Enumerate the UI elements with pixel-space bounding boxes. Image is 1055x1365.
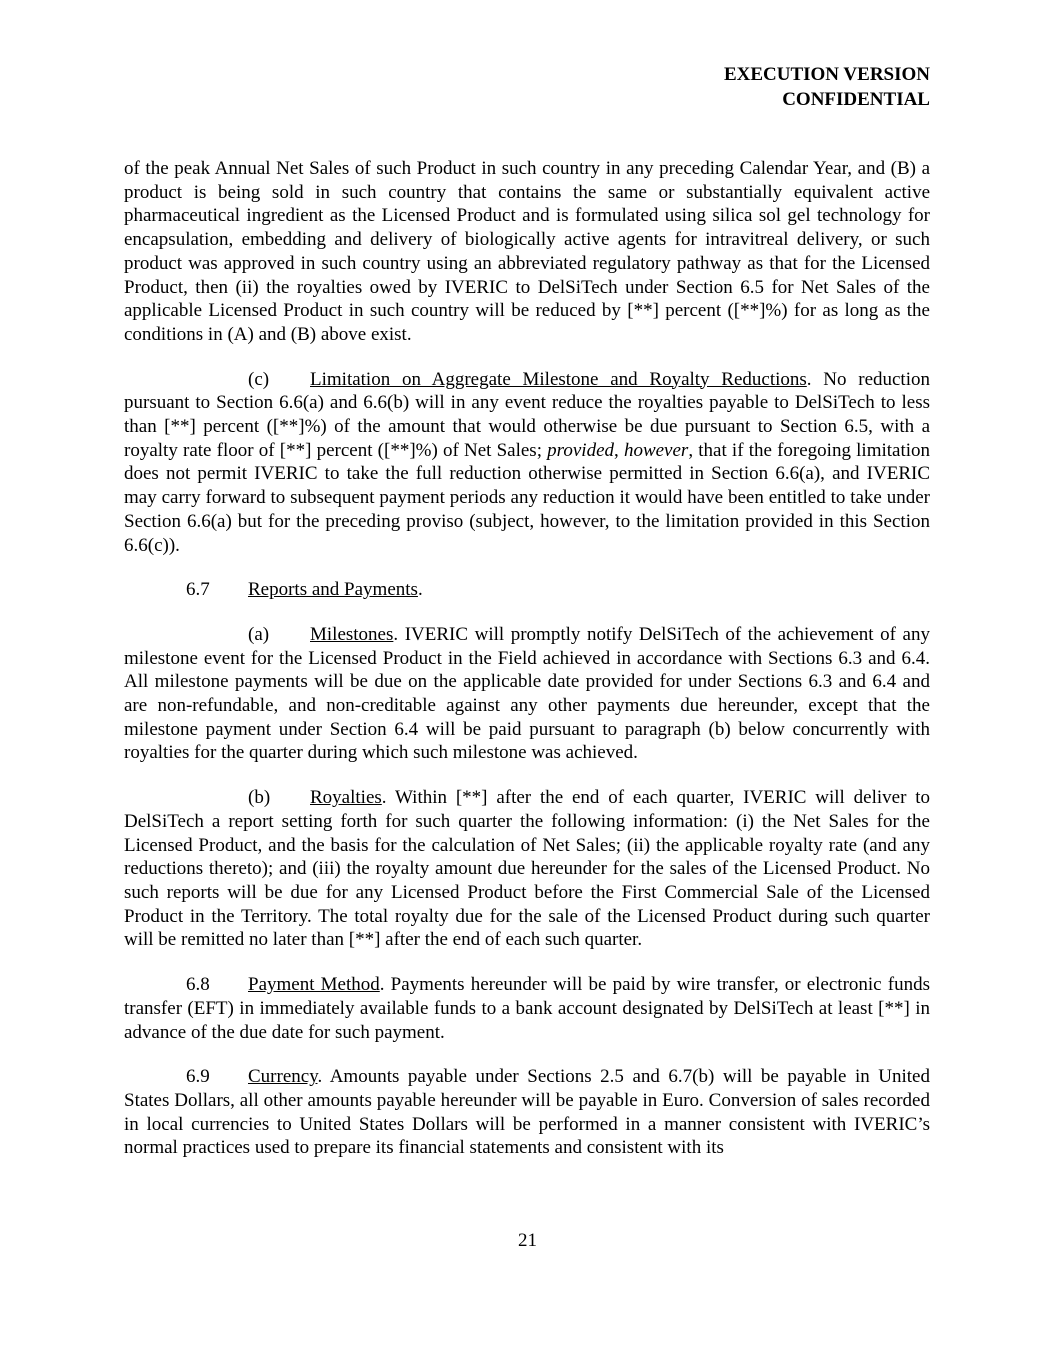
section-6-7-a-text: . IVERIC will promptly notify DelSiTech of the achievement of any milestone event for the Licensed Product in the Field achieved in accordance with Sections 6.3 and 6.4. All milestone payments will be due on the applicable date provided for under Sections 6.3 and 6.4 and are non-refundable, and non-creditable against any other payments due hereunder, except that the milestone payment under Section 6.4 will be paid pursuant to paragraph (b) below concurrently with royalties for the quarter during which such milestone was achieved. (124, 623, 930, 764)
section-6-8 (124, 973, 930, 1044)
section-6-7-text: . (417, 579, 423, 601)
section-6-7-a-number: (a) (248, 623, 270, 645)
section-6-6-c-heading: Limitation on Aggregate Milestone and Royalty Reductions (310, 368, 807, 390)
header-confidential: CONFIDENTIAL (782, 89, 930, 110)
section-6-6-c-provided: provided (547, 439, 615, 461)
section-6-9-number: 6.9 (186, 1066, 210, 1088)
section-6-7 (124, 578, 930, 602)
section-6-7-b-text: . Within [**] after the end of each quarter, IVERIC will deliver to DelSiTech a report setting forth for such quarter the following information: (i) the Net Sales for the Licensed Product, and the basis for the calculation of Net Sales; (ii) the applicable royalty rate (and any reductions thereto); and (iii) the royalty amount due hereunder for the sales of the Licensed Product. No such reports will be due for any Licensed Product before the First Commercial Sale of the Licensed Product in the Territory. The total royalty due for the sale of the Licensed Product during such quarter will be remitted no later than [**] after the end of each such quarter. (124, 787, 930, 951)
section-6-6-c-number: (c) (248, 368, 270, 390)
section-6-8-text: . Payments hereunder will be paid by wire transfer, or electronic funds transfer (EFT) in immediately available funds to a bank account designated by DelSiTech at least [**] in advance of the due date for such payment. (124, 974, 930, 1043)
section-6-6-c-text-a: . No reduction pursuant to Section 6.6(a) and 6.6(b) will in any event reduce the royalties payable to DelSiTech to less than [**] percent ([**]%) of the amount that would otherwise be due pursuant to Section 6.5, with a royalty rate floor of [**] percent ([**]%) of Net Sales; (124, 368, 930, 461)
section-6-7-heading: Reports and Payments (248, 579, 418, 601)
section-6-6-c-however: however (623, 439, 689, 461)
document-header (724, 62, 930, 112)
section-6-7-b-heading: Royalties (310, 787, 382, 809)
section-6-8-heading: Payment Method (248, 974, 380, 996)
section-6-9-text: . Amounts payable under Sections 2.5 and 6.7(b) will be payable in United States Dollars, all other amounts payable hereunder will be payable in Euro. Conversion of sales recorded in local currencies to United States Dollars will be performed in a manner consistent with IVERIC’s normal practices used to prepare its financial statements and consistent with its (124, 1066, 930, 1159)
section-6-9 (124, 1065, 930, 1160)
section-6-7-b-number: (b) (248, 787, 271, 809)
section-6-7-number: 6.7 (186, 579, 210, 601)
section-6-6-c-comma: , (614, 439, 624, 461)
page-number: 21 (518, 1230, 537, 1251)
section-6-6-c (124, 368, 930, 558)
document-body (124, 157, 930, 1160)
paragraph-continuation (124, 157, 930, 347)
section-6-7-a (124, 623, 930, 765)
section-6-8-number: 6.8 (186, 974, 210, 996)
section-6-7-b (124, 786, 930, 952)
section-6-7-a-heading: Milestones (310, 623, 394, 645)
paragraph-continuation-text: of the peak Annual Net Sales of such Product in such country in any preceding Calendar Year, and (B) a product is being sold in such country that contains the same or substantially equivalent active pharmaceutical ingredient as the Licensed Product and is formulated using silica sol gel technology for encapsulation, embedding and delivery of biologically active agents for intravitreal delivery, or such product was approved in such country using an abbreviated regulatory pathway as that for the Licensed Product, then (ii) the royalties owed by IVERIC to DelSiTech under Section 6.5 for Net Sales of the applicable Licensed Product in such country will be reduced by [**] percent ([**]%) for as long as the conditions in (A) and (B) above exist. (124, 158, 930, 345)
section-6-9-heading: Currency (248, 1066, 318, 1088)
header-execution-version: EXECUTION VERSION (723, 64, 930, 85)
section-6-6-c-text-b: , that if the foregoing limitation does not permit IVERIC to take the full reduction otherwise permitted in Section 6.6(a), and IVERIC may carry forward to subsequent payment periods any reduction it would have been entitled to take under Section 6.6(a) but for the preceding proviso (subject, however, to the limitation provided in this Section 6.6(c)). (124, 439, 931, 556)
